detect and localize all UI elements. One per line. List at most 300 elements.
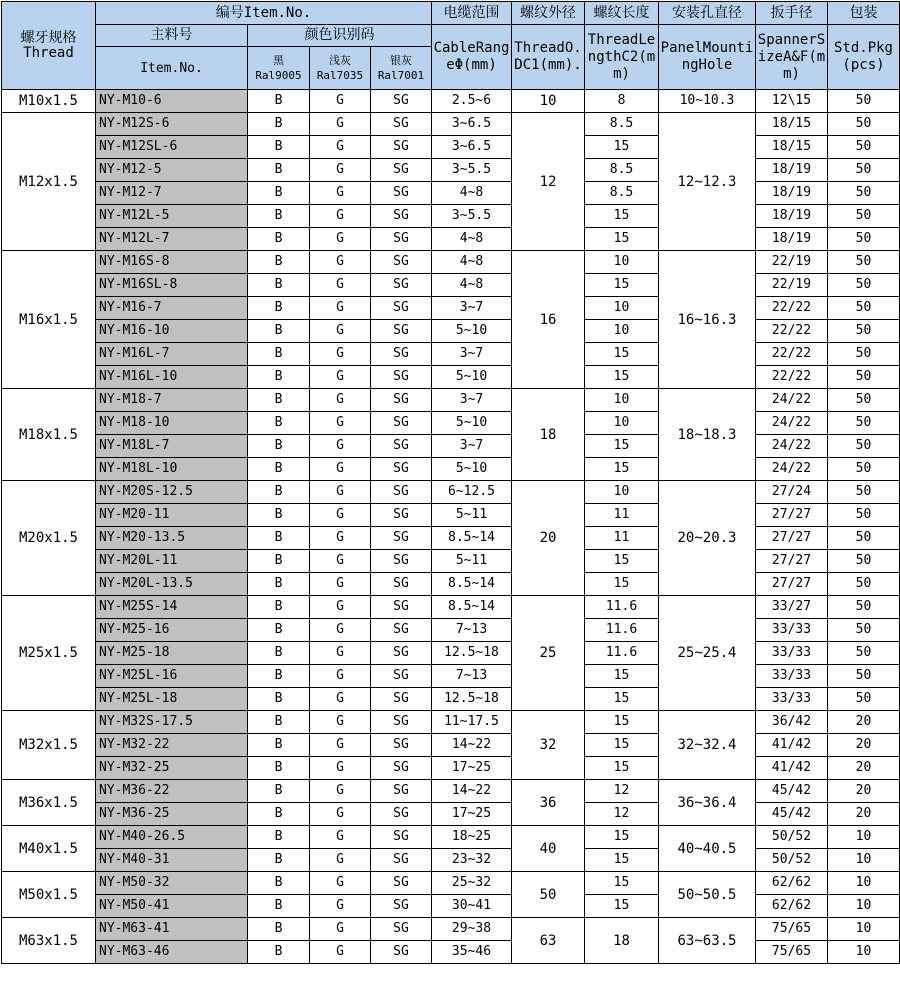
color-lightgray-cell: G <box>310 182 371 205</box>
thread-cell: M50x1.5 <box>2 872 96 918</box>
std-pkg-cell: 10 <box>828 918 900 941</box>
thread-length-cell: 15 <box>585 550 659 573</box>
thread-length-cell: 15 <box>585 849 659 872</box>
color-lightgray-cell: G <box>310 918 371 941</box>
color-silver-cell: SG <box>371 366 432 389</box>
color-black-cell: B <box>248 205 310 228</box>
color-silver-cell: SG <box>371 872 432 895</box>
color-black-cell: B <box>248 343 310 366</box>
cable-range-cell: 12.5~18 <box>432 642 512 665</box>
color-lightgray-cell: G <box>310 320 371 343</box>
table-row <box>2 320 900 343</box>
std-pkg-cell: 50 <box>828 688 900 711</box>
cable-range-header-en: CableRangeΦ(mm) <box>432 25 512 90</box>
item-no-cell: NY-M40-26.5 <box>96 826 248 849</box>
cable-range-cell: 3~6.5 <box>432 113 512 136</box>
color-lightgray-cell: G <box>310 412 371 435</box>
cable-range-cell: 4~8 <box>432 228 512 251</box>
color-black-cell: B <box>248 872 310 895</box>
table-row <box>2 895 900 918</box>
cable-range-cell: 14~22 <box>432 734 512 757</box>
item-no-cell: NY-M16SL-8 <box>96 274 248 297</box>
thread-od-header-en: ThreadO.DC1(mm). <box>512 25 585 90</box>
color-silver-cell: SG <box>371 711 432 734</box>
std-pkg-cell: 10 <box>828 872 900 895</box>
color-black-cell: B <box>248 550 310 573</box>
color-silver-cell: SG <box>371 573 432 596</box>
main-item-header-en: Item.No. <box>96 47 248 90</box>
panel-hole-cell: 16~16.3 <box>659 251 756 389</box>
cable-range-cell: 17~25 <box>432 803 512 826</box>
std-pkg-cell: 20 <box>828 803 900 826</box>
color-lightgray-cell: G <box>310 849 371 872</box>
std-pkg-cell: 20 <box>828 757 900 780</box>
cable-range-cell: 8.5~14 <box>432 573 512 596</box>
color-black-cell: B <box>248 941 310 964</box>
silver-color-label: 银灰 <box>390 54 412 67</box>
color-black-cell: B <box>248 849 310 872</box>
spanner-size-cell: 24/22 <box>756 389 828 412</box>
color-lightgray-cell: G <box>310 642 371 665</box>
color-black-cell: B <box>248 665 310 688</box>
color-black-cell: B <box>248 734 310 757</box>
std-pkg-cell: 50 <box>828 228 900 251</box>
color-lightgray-cell: G <box>310 159 371 182</box>
thread-cell: M12x1.5 <box>2 113 96 251</box>
thread-length-cell: 8.5 <box>585 159 659 182</box>
cable-range-cell: 4~8 <box>432 251 512 274</box>
spanner-size-cell: 33/33 <box>756 619 828 642</box>
panel-hole-cell: 32~32.4 <box>659 711 756 780</box>
cable-range-cell: 8.5~14 <box>432 596 512 619</box>
spanner-size-cell: 27/27 <box>756 573 828 596</box>
color-lightgray-cell: G <box>310 803 371 826</box>
std-pkg-cell: 50 <box>828 159 900 182</box>
thread-cell: M16x1.5 <box>2 251 96 389</box>
color-lightgray-cell: G <box>310 780 371 803</box>
spanner-size-cell: 24/22 <box>756 458 828 481</box>
std-pkg-cell: 50 <box>828 573 900 596</box>
table-row <box>2 205 900 228</box>
cable-range-cell: 17~25 <box>432 757 512 780</box>
item-no-cell: NY-M50-32 <box>96 872 248 895</box>
item-no-cell: NY-M12L-7 <box>96 228 248 251</box>
spanner-size-cell: 33/27 <box>756 596 828 619</box>
table-row <box>2 159 900 182</box>
item-no-cell: NY-M16L-10 <box>96 366 248 389</box>
color-silver-cell: SG <box>371 228 432 251</box>
std-pkg-cell: 50 <box>828 389 900 412</box>
item-no-cell: NY-M18-7 <box>96 389 248 412</box>
color-silver-cell: SG <box>371 136 432 159</box>
color-lightgray-cell: G <box>310 596 371 619</box>
panel-hole-cell: 18~18.3 <box>659 389 756 481</box>
table-row <box>2 734 900 757</box>
color-silver-cell: SG <box>371 642 432 665</box>
spanner-size-cell: 22/22 <box>756 366 828 389</box>
itemno-group-header: 编号Item.No. <box>96 2 432 25</box>
color-lightgray-cell: G <box>310 343 371 366</box>
color-black-cell: B <box>248 228 310 251</box>
thread-length-cell: 15 <box>585 205 659 228</box>
table-header <box>2 2 900 90</box>
cable-range-cell: 11~17.5 <box>432 711 512 734</box>
color-lightgray-cell: G <box>310 895 371 918</box>
item-no-cell: NY-M25L-18 <box>96 688 248 711</box>
table-row <box>2 573 900 596</box>
table-row <box>2 504 900 527</box>
std-pkg-cell: 50 <box>828 113 900 136</box>
color-silver-cell: SG <box>371 274 432 297</box>
cable-range-cell: 5~10 <box>432 320 512 343</box>
color-lightgray-cell: G <box>310 113 371 136</box>
cable-range-cell: 2.5~6 <box>432 90 512 113</box>
spanner-size-cell: 18/15 <box>756 113 828 136</box>
color-silver-cell: SG <box>371 90 432 113</box>
black-color-header <box>248 47 310 90</box>
color-black-cell: B <box>248 251 310 274</box>
spanner-size-cell: 27/24 <box>756 481 828 504</box>
item-no-cell: NY-M20L-13.5 <box>96 573 248 596</box>
thread-cell: M36x1.5 <box>2 780 96 826</box>
std-pkg-cell: 50 <box>828 435 900 458</box>
cable-range-cell: 18~25 <box>432 826 512 849</box>
lightgray-color-label: 浅灰 <box>329 54 351 67</box>
color-black-cell: B <box>248 320 310 343</box>
silver-color-header <box>371 47 432 90</box>
std-pkg-cell: 10 <box>828 849 900 872</box>
color-silver-cell: SG <box>371 734 432 757</box>
color-code-header: 颜色识别码 <box>248 25 432 47</box>
color-silver-cell: SG <box>371 826 432 849</box>
color-black-cell: B <box>248 435 310 458</box>
cable-range-cell: 23~32 <box>432 849 512 872</box>
thread-header <box>2 2 96 90</box>
thread-length-cell: 15 <box>585 343 659 366</box>
cable-range-cell: 7~13 <box>432 619 512 642</box>
item-no-cell: NY-M20-13.5 <box>96 527 248 550</box>
spanner-size-cell: 50/52 <box>756 826 828 849</box>
table-row <box>2 136 900 159</box>
item-no-cell: NY-M25-18 <box>96 642 248 665</box>
std-pkg-cell: 50 <box>828 596 900 619</box>
color-silver-cell: SG <box>371 435 432 458</box>
table-row <box>2 435 900 458</box>
cable-range-cell: 25~32 <box>432 872 512 895</box>
thread-length-cell: 15 <box>585 136 659 159</box>
spanner-size-cell: 45/42 <box>756 803 828 826</box>
spanner-header-cn: 扳手径 <box>756 2 828 25</box>
thread-length-cell: 15 <box>585 872 659 895</box>
color-silver-cell: SG <box>371 159 432 182</box>
color-black-cell: B <box>248 412 310 435</box>
table-row <box>2 527 900 550</box>
cable-range-cell: 4~8 <box>432 182 512 205</box>
thread-length-cell: 8.5 <box>585 182 659 205</box>
panel-hole-cell: 40~40.5 <box>659 826 756 872</box>
color-black-cell: B <box>248 159 310 182</box>
color-black-cell: B <box>248 895 310 918</box>
table-row <box>2 780 900 803</box>
thread-length-cell: 15 <box>585 435 659 458</box>
thread-length-cell: 18 <box>585 918 659 964</box>
spanner-size-cell: 33/33 <box>756 642 828 665</box>
color-black-cell: B <box>248 688 310 711</box>
thread-length-cell: 10 <box>585 389 659 412</box>
table-row <box>2 757 900 780</box>
item-no-cell: NY-M12SL-6 <box>96 136 248 159</box>
spanner-size-cell: 75/65 <box>756 941 828 964</box>
spanner-size-cell: 22/22 <box>756 297 828 320</box>
table-row <box>2 688 900 711</box>
spanner-size-cell: 12\15 <box>756 90 828 113</box>
color-black-cell: B <box>248 504 310 527</box>
std-pkg-cell: 50 <box>828 205 900 228</box>
color-lightgray-cell: G <box>310 688 371 711</box>
thread-cell: M63x1.5 <box>2 918 96 964</box>
color-lightgray-cell: G <box>310 205 371 228</box>
cable-range-cell: 30~41 <box>432 895 512 918</box>
thread-length-cell: 15 <box>585 734 659 757</box>
color-silver-cell: SG <box>371 780 432 803</box>
std-pkg-cell: 10 <box>828 941 900 964</box>
color-silver-cell: SG <box>371 320 432 343</box>
color-lightgray-cell: G <box>310 228 371 251</box>
cable-range-cell: 5~11 <box>432 504 512 527</box>
color-lightgray-cell: G <box>310 251 371 274</box>
table-row <box>2 251 900 274</box>
color-lightgray-cell: G <box>310 136 371 159</box>
thread-length-cell: 15 <box>585 895 659 918</box>
table-row <box>2 596 900 619</box>
std-pkg-cell: 50 <box>828 619 900 642</box>
color-lightgray-cell: G <box>310 297 371 320</box>
cable-range-cell: 3~5.5 <box>432 205 512 228</box>
table-row <box>2 366 900 389</box>
table-row <box>2 90 900 113</box>
table-row <box>2 849 900 872</box>
thread-od-cell: 10 <box>512 90 585 113</box>
spanner-size-cell: 41/42 <box>756 757 828 780</box>
spanner-size-cell: 24/22 <box>756 412 828 435</box>
thread-length-cell: 15 <box>585 826 659 849</box>
item-no-cell: NY-M18L-10 <box>96 458 248 481</box>
item-no-cell: NY-M16S-8 <box>96 251 248 274</box>
color-lightgray-cell: G <box>310 550 371 573</box>
cable-range-cell: 3~7 <box>432 343 512 366</box>
cable-range-cell: 3~7 <box>432 389 512 412</box>
std-pkg-cell: 50 <box>828 320 900 343</box>
black-color-label: 黑 <box>273 54 284 67</box>
spanner-size-cell: 45/42 <box>756 780 828 803</box>
thread-length-cell: 10 <box>585 412 659 435</box>
cable-range-cell: 5~10 <box>432 412 512 435</box>
color-silver-cell: SG <box>371 481 432 504</box>
thread-length-cell: 11.6 <box>585 619 659 642</box>
panel-hole-cell: 25~25.4 <box>659 596 756 711</box>
thread-length-cell: 15 <box>585 573 659 596</box>
lightgray-color-header <box>310 47 371 90</box>
spanner-size-cell: 27/27 <box>756 504 828 527</box>
pkg-header-cn: 包装 <box>828 2 900 25</box>
panel-hole-cell: 63~63.5 <box>659 918 756 964</box>
std-pkg-cell: 50 <box>828 481 900 504</box>
cable-range-cell: 14~22 <box>432 780 512 803</box>
thread-od-cell: 20 <box>512 481 585 596</box>
color-lightgray-cell: G <box>310 366 371 389</box>
item-no-cell: NY-M18-10 <box>96 412 248 435</box>
table-row <box>2 872 900 895</box>
cable-range-cell: 5~11 <box>432 550 512 573</box>
std-pkg-cell: 50 <box>828 90 900 113</box>
color-lightgray-cell: G <box>310 573 371 596</box>
std-pkg-cell: 50 <box>828 136 900 159</box>
item-no-cell: NY-M20S-12.5 <box>96 481 248 504</box>
color-black-cell: B <box>248 642 310 665</box>
panel-hole-cell: 50~50.5 <box>659 872 756 918</box>
thread-length-header-en: ThreadLengthC2(mm) <box>585 25 659 90</box>
cable-range-cell: 3~7 <box>432 435 512 458</box>
item-no-cell: NY-M40-31 <box>96 849 248 872</box>
table-row <box>2 343 900 366</box>
panel-hole-cell: 10~10.3 <box>659 90 756 113</box>
color-silver-cell: SG <box>371 343 432 366</box>
item-no-cell: NY-M12-5 <box>96 159 248 182</box>
table-row <box>2 665 900 688</box>
panel-hole-cell: 36~36.4 <box>659 780 756 826</box>
item-no-cell: NY-M50-41 <box>96 895 248 918</box>
std-pkg-cell: 20 <box>828 780 900 803</box>
pkg-header-en: Std.Pkg(pcs) <box>828 25 900 90</box>
color-lightgray-cell: G <box>310 826 371 849</box>
cable-range-cell: 5~10 <box>432 366 512 389</box>
spanner-size-cell: 50/52 <box>756 849 828 872</box>
std-pkg-cell: 50 <box>828 343 900 366</box>
item-no-cell: NY-M32S-17.5 <box>96 711 248 734</box>
std-pkg-cell: 50 <box>828 251 900 274</box>
thread-header-cn: 螺牙规格 <box>20 29 77 46</box>
panel-hole-header-en: PanelMountingHole <box>659 25 756 90</box>
std-pkg-cell: 50 <box>828 642 900 665</box>
cable-range-cell: 6~12.5 <box>432 481 512 504</box>
color-silver-cell: SG <box>371 849 432 872</box>
color-black-cell: B <box>248 757 310 780</box>
color-silver-cell: SG <box>371 918 432 941</box>
thread-cell: M20x1.5 <box>2 481 96 596</box>
black-color-code: Ral9005 <box>255 69 302 82</box>
thread-length-cell: 8 <box>585 90 659 113</box>
item-no-cell: NY-M32-22 <box>96 734 248 757</box>
thread-od-cell: 18 <box>512 389 585 481</box>
std-pkg-cell: 10 <box>828 895 900 918</box>
thread-length-cell: 15 <box>585 757 659 780</box>
item-no-cell: NY-M16-10 <box>96 320 248 343</box>
thread-length-cell: 15 <box>585 688 659 711</box>
silver-color-code: Ral7001 <box>377 69 425 82</box>
color-black-cell: B <box>248 803 310 826</box>
color-silver-cell: SG <box>371 527 432 550</box>
color-silver-cell: SG <box>371 757 432 780</box>
spanner-size-cell: 22/19 <box>756 251 828 274</box>
spanner-size-cell: 41/42 <box>756 734 828 757</box>
color-lightgray-cell: G <box>310 665 371 688</box>
thread-od-cell: 40 <box>512 826 585 872</box>
color-lightgray-cell: G <box>310 389 371 412</box>
thread-length-cell: 12 <box>585 803 659 826</box>
thread-od-cell: 16 <box>512 251 585 389</box>
spanner-size-cell: 18/19 <box>756 159 828 182</box>
thread-od-cell: 36 <box>512 780 585 826</box>
color-silver-cell: SG <box>371 412 432 435</box>
table-body <box>2 90 900 964</box>
panel-hole-header-cn: 安装孔直径 <box>659 2 756 25</box>
item-no-cell: NY-M25L-16 <box>96 665 248 688</box>
main-item-header-cn: 主料号 <box>96 25 248 47</box>
spanner-size-cell: 18/19 <box>756 228 828 251</box>
table-row <box>2 550 900 573</box>
spanner-size-cell: 27/27 <box>756 550 828 573</box>
item-no-cell: NY-M18L-7 <box>96 435 248 458</box>
color-lightgray-cell: G <box>310 872 371 895</box>
spanner-size-cell: 33/33 <box>756 665 828 688</box>
item-no-cell: NY-M20L-11 <box>96 550 248 573</box>
spanner-size-cell: 22/22 <box>756 320 828 343</box>
color-silver-cell: SG <box>371 688 432 711</box>
color-black-cell: B <box>248 90 310 113</box>
color-black-cell: B <box>248 113 310 136</box>
thread-header-en: Thread <box>23 44 74 61</box>
color-black-cell: B <box>248 182 310 205</box>
cable-range-cell: 35~46 <box>432 941 512 964</box>
spanner-size-cell: 22/19 <box>756 274 828 297</box>
spanner-size-cell: 18/19 <box>756 182 828 205</box>
color-silver-cell: SG <box>371 504 432 527</box>
spanner-size-cell: 75/65 <box>756 918 828 941</box>
color-black-cell: B <box>248 527 310 550</box>
color-black-cell: B <box>248 458 310 481</box>
color-lightgray-cell: G <box>310 504 371 527</box>
cable-range-cell: 12.5~18 <box>432 688 512 711</box>
color-lightgray-cell: G <box>310 711 371 734</box>
table-row <box>2 228 900 251</box>
color-silver-cell: SG <box>371 619 432 642</box>
thread-length-cell: 15 <box>585 711 659 734</box>
spanner-header-en: SpannerSizeA&F(mm) <box>756 25 828 90</box>
item-no-cell: NY-M16L-7 <box>96 343 248 366</box>
thread-cell: M10x1.5 <box>2 90 96 113</box>
thread-length-cell: 15 <box>585 665 659 688</box>
thread-length-cell: 12 <box>585 780 659 803</box>
thread-length-cell: 8.5 <box>585 113 659 136</box>
std-pkg-cell: 50 <box>828 274 900 297</box>
cable-range-cell: 4~8 <box>432 274 512 297</box>
table-row <box>2 481 900 504</box>
thread-cell: M25x1.5 <box>2 596 96 711</box>
color-black-cell: B <box>248 619 310 642</box>
cable-range-cell: 3~5.5 <box>432 159 512 182</box>
spec-table <box>1 1 900 964</box>
thread-length-cell: 10 <box>585 297 659 320</box>
std-pkg-cell: 50 <box>828 182 900 205</box>
color-lightgray-cell: G <box>310 481 371 504</box>
table-row <box>2 619 900 642</box>
color-lightgray-cell: G <box>310 90 371 113</box>
thread-length-cell: 11 <box>585 527 659 550</box>
spanner-size-cell: 33/33 <box>756 688 828 711</box>
color-black-cell: B <box>248 573 310 596</box>
color-black-cell: B <box>248 826 310 849</box>
std-pkg-cell: 20 <box>828 734 900 757</box>
